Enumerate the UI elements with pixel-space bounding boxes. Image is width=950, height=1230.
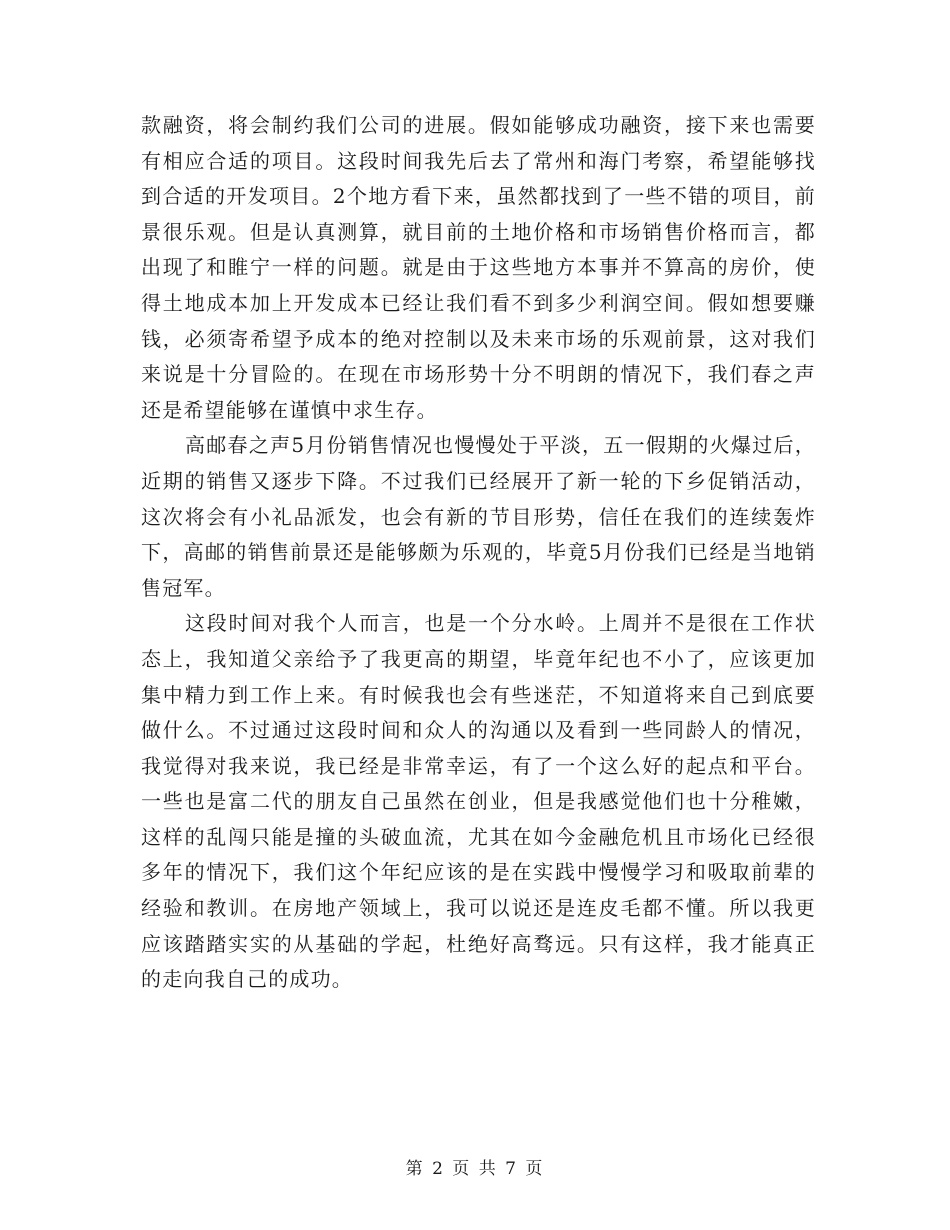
paragraph-gaoyou-sales: 高邮春之声5月份销售情况也慢慢处于平淡，五一假期的火爆过后，近期的销售又逐步下降。不过我们已经展开了新一轮的下乡促销活动，这次将会有小礼品派发，也会有新的节目形势，信任在我们的连续轰炸下，高邮的销售前景还是能够颇为乐观的，毕竟5月份我们已经是当地销售冠军。 [141,433,816,600]
body-text [141,108,816,998]
paragraph-personal-reflection: 这段时间对我个人而言，也是一个分水岭。上周并不是很在工作状态上，我知道父亲给予了我更高的期望，毕竟年纪也不小了，应该更加集中精力到工作上来。有时候我也会有些迷茫，不知道将来自己到底要做什么。不过通过这段时间和众人的沟通以及看到一些同龄人的情况，我觉得对我来说，我已经是非常幸运，有了一个这么好的起点和平台。一些也是富二代的朋友自己虽然在创业，但是我感觉他们也十分稚嫩，这样的乱闯只能是撞的头破血流，尤其在如今金融危机且市场化已经很多年的情况下，我们这个年纪应该的是在实践中慢慢学习和吸取前辈的经验和教训。在房地产领域上，我可以说还是连皮毛都不懂。所以我更应该踏踏实实的从基础的学起，杜绝好高骛远。只有这样，我才能真正的走向我自己的成功。 [141,611,816,992]
page-number: 第 2 页 共 7 页 [405,1159,545,1179]
paragraph-continued: 款融资，将会制约我们公司的进展。假如能够成功融资，接下来也需要有相应合适的项目。这段时间我先后去了常州和海门考察，希望能够找到合适的开发项目。2个地方看下来，虽然都找到了一些不错的项目，前景很乐观。但是认真测算，就目前的土地价格和市场销售价格而言，都出现了和睢宁一样的问题。就是由于这些地方本事并不算高的房价，使得土地成本加上开发成本已经让我们看不到多少利润空间。假如想要赚钱，必须寄希望予成本的绝对控制以及未来市场的乐观前景，这对我们来说是十分冒险的。在现在市场形势十分不明朗的情况下，我们春之声还是希望能够在谨慎中求生存。 [141,113,816,422]
